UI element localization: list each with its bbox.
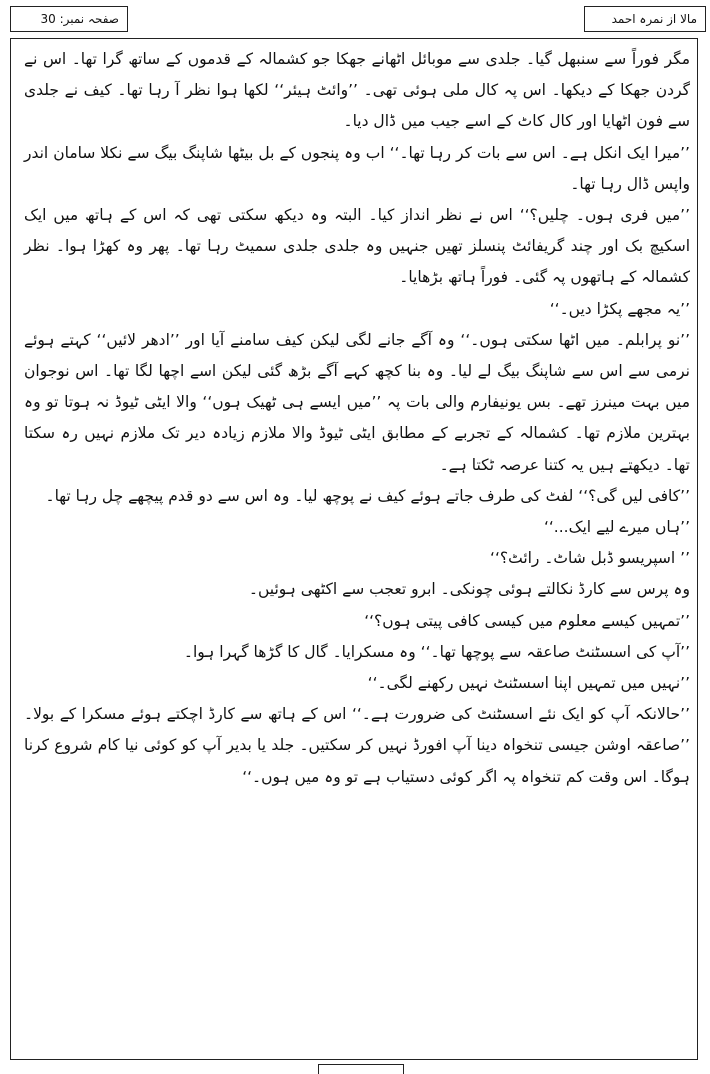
- story-body: [24, 44, 690, 793]
- paragraph: ’’میں فری ہوں۔ چلیں؟‘‘ اس نے نظر انداز کیا۔ البتہ وہ دیکھ سکتی تھی کہ اس کے ہاتھ میں ایک اسکیچ بک اور چند گریفائٹ پنسلز تھیں جنہیں وہ جلدی جلدی سمیٹ رہا تھا۔ پھر وہ کھڑا ہوا۔ نظر کشمالہ کے ہاتھوں پہ گئی۔ فوراً ہاتھ بڑھایا۔: [24, 206, 690, 287]
- paragraph: ’’کافی لیں گی؟‘‘ لفٹ کی طرف جاتے ہوئے کیف نے پوچھ لیا۔ وہ اس سے دو قدم پیچھے چل رہا تھا۔: [45, 486, 690, 505]
- page-number: صفحہ نمبر: 30: [40, 12, 119, 26]
- paragraph: ’’میرا ایک انکل ہے۔ اس سے بات کر رہا تھا۔‘‘ اب وہ پنجوں کے بل بیٹھا شاپنگ بیگ سے نکلا سامان اندر واپس ڈال رہا تھا۔: [24, 143, 690, 193]
- paragraph: ’’ہاں میرے لیے ایک...‘‘: [543, 518, 690, 537]
- paragraph: ’’تمہیں کیسے معلوم میں کیسی کافی پیتی ہوں؟‘‘: [364, 611, 690, 630]
- paragraph: ’’ اسپریسو ڈبل شاٹ۔ رائٹ؟‘‘: [490, 549, 690, 568]
- paragraph: وہ پرس سے کارڈ نکالتے ہوئی چونکی۔ ابرو تعجب سے اکٹھی ہوئیں۔: [248, 580, 690, 599]
- paragraph: ’’آپ کی اسسٹنٹ صاعقہ سے پوچھا تھا۔‘‘ وہ مسکرایا۔ گال کا گڑھا گہرا ہوا۔: [183, 642, 690, 661]
- paragraph: ’’حالانکہ آپ کو ایک نئے اسسٹنٹ کی ضرورت ہے۔‘‘ اس کے ہاتھ سے کارڈ اچکتے ہوئے مسکرا کے بولا۔ ’’صاعقہ اوشن جیسی تنخواہ دینا آپ افورڈ نہیں کر سکتیں۔ جلد یا بدیر آپ کو کوئی نیا کام شروع کرنا ہوگا۔ اس وقت کم تنخواہ پہ اگر کوئی دستیاب ہے تو وہ میں ہوں۔‘‘: [24, 705, 690, 786]
- footer-tab: [318, 1064, 404, 1074]
- paragraph: ’’نو پرابلم۔ میں اٹھا سکتی ہوں۔‘‘ وہ آگے جانے لگی لیکن کیف سامنے آیا اور ’’ادھر لائیں‘‘ کہتے ہوئے نرمی سے اس سے شاپنگ بیگ لے لیا۔ وہ بنا کچھ کہے آگے بڑھ گئی لیکن اسے اچھا لگا تھا۔ اس نوجوان میں بہت مینرز تھے۔ بس یونیفارم والی بات پہ ’’میں ایسے ہی ٹھیک ہوں‘‘ والا ایٹی ٹیوڈ نہ ہوتا تو وہ بہترین ملازم تھا۔ کشمالہ کے تجربے کے مطابق ایٹی ٹیوڈ والا ملازم زیادہ دیر تک ملازم نہیں رہ سکتا تھا۔ دیکھتے ہیں یہ کتنا عرصہ ٹکتا ہے۔: [24, 330, 690, 474]
- paragraph: مگر فوراً سے سنبھل گیا۔ جلدی سے موبائل اٹھانے جھکا جو کشمالہ کے قدموں کے ساتھ گرا تھا۔ اس نے گردن جھکا کے دیکھا۔ اس پہ کال ملی ہوئی تھی۔ ’’وائٹ ہیئر‘‘ لکھا ہوا نظر آ رہا تھا۔ کیف نے جلدی سے فون اٹھایا اور کال کاٹ کے اسے جیب میں ڈال دیا۔: [24, 50, 690, 131]
- paragraph: ’’نہیں میں تمہیں اپنا اسسٹنٹ نہیں رکھنے لگی۔‘‘: [367, 674, 690, 693]
- page-number-box: [10, 6, 128, 32]
- paragraph: ’’یہ مجھے پکڑا دیں۔‘‘: [549, 299, 690, 318]
- book-title: مالا از نمرہ احمد: [611, 12, 697, 26]
- title-box: [584, 6, 706, 32]
